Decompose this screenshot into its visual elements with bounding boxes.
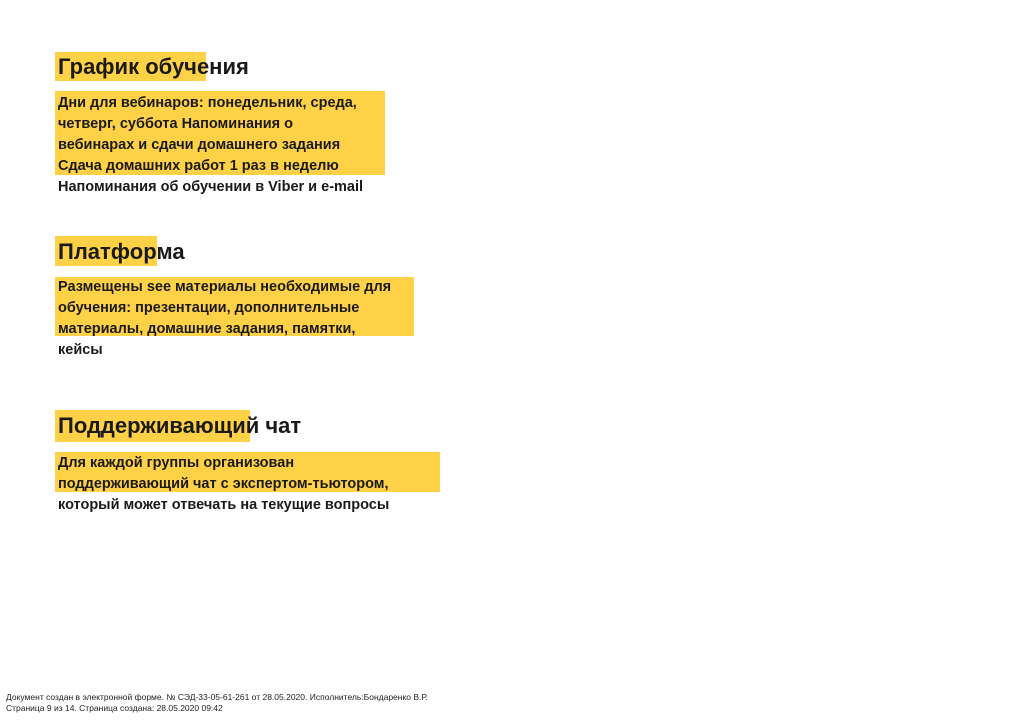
footer-line: Документ создан в электронной форме. № СЭД-33-05-61-261 от 28.05.2020. Исполнитель:Бондаренко В.Р. [6, 692, 428, 702]
text-line: вебинарах и сдачи домашнего задания [58, 137, 341, 153]
text-line: поддерживающий чат с экспертом-тьютором, [58, 476, 389, 492]
text-line: обучения: презентации, дополнительные [58, 300, 360, 316]
text-line: Размещены see материалы необходимые для [58, 279, 392, 295]
text-line: кейсы [58, 342, 103, 358]
text-line: который может отвечать на текущие вопросы [58, 497, 390, 513]
text-line: Дни для вебинаров: понедельник, среда, [58, 95, 357, 111]
text-line: четверг, суббота Напоминания о [58, 116, 294, 132]
section-1-title: График обучения [58, 54, 249, 79]
section-3-text [58, 453, 389, 516]
text-line: Напоминания об обучении в Viber и e-mail [58, 179, 364, 195]
text-line: Сдача домашних работ 1 раз в неделю [58, 158, 339, 174]
footer-line: Страница 9 из 14. Страница создана: 28.05.2020 09:42 [6, 703, 223, 713]
document-footer [6, 692, 428, 714]
section-3-title: Поддерживающий чат [58, 413, 302, 438]
text-line: Для каждой группы организован [58, 455, 295, 471]
section-1-text [58, 93, 363, 198]
section-2-title: Платформа [58, 239, 185, 264]
text-line: материалы, домашние задания, памятки, [58, 321, 356, 337]
section-2-text [58, 277, 391, 361]
